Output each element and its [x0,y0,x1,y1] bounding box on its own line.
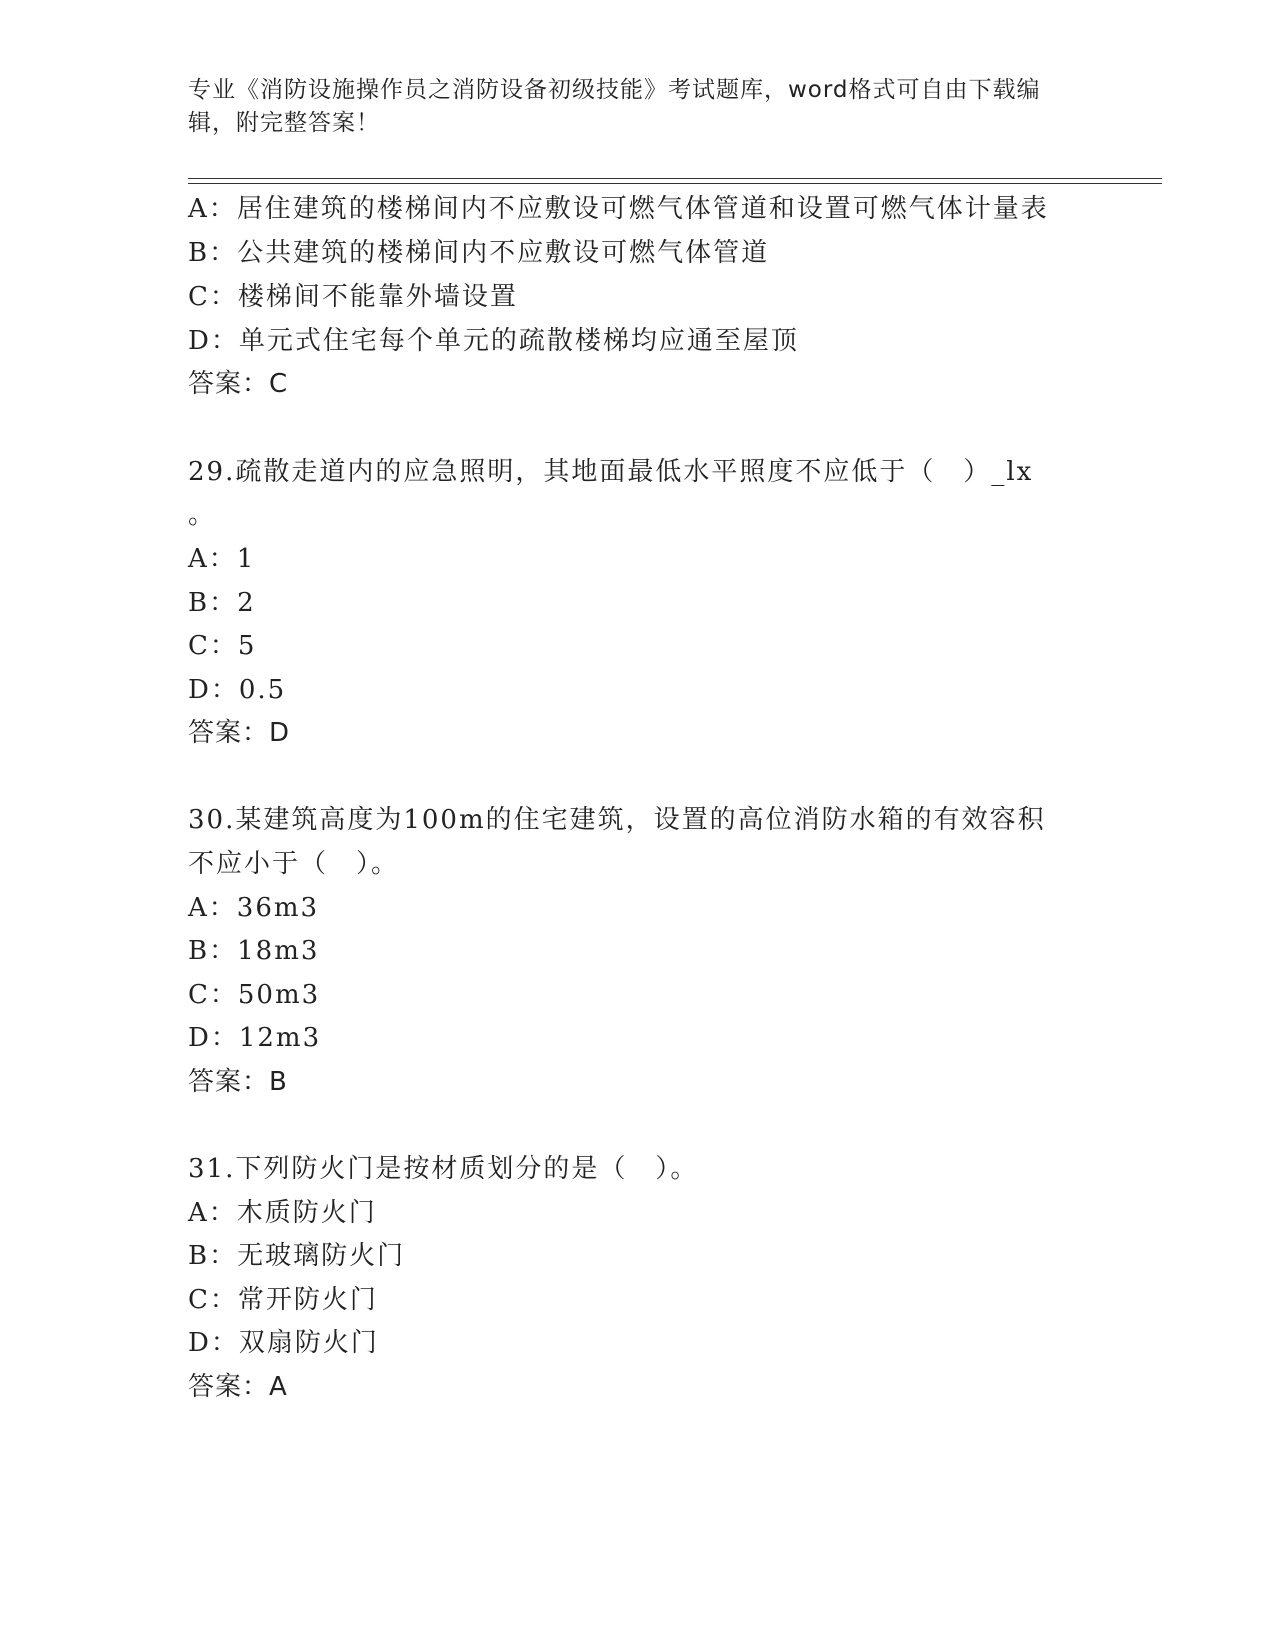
q29-option-d: D：0.5 [188,675,287,705]
q31-option-b: B：无玻璃防火门 [188,1241,406,1271]
header-line-2: 辑，附完整答案！ [188,110,380,136]
q29-answer: 答案：D [188,718,291,748]
q28-option-c: C：楼梯间不能靠外墙设置 [188,282,518,312]
header-rule-top [188,178,1162,179]
q28-option-d: D：单元式住宅每个单元的疏散楼梯均应通至屋顶 [188,326,799,356]
q30-option-d: D：12m3 [188,1023,322,1053]
q30-stem-line-1: 30.某建筑高度为100m的住宅建筑，设置的高位消防水箱的有效容积 [188,805,1046,835]
q30-option-b: B：18m3 [188,936,320,966]
q30-answer: 答案：B [188,1067,288,1097]
q30-option-a: A：36m3 [188,893,320,923]
q28-option-b: B：公共建筑的楼梯间内不应敷设可燃气体管道 [188,238,770,268]
q29-option-b: B：2 [188,588,256,618]
q31-stem-line-1: 31.下列防火门是按材质划分的是（ ）。 [188,1154,699,1184]
q31-option-d: D：双扇防火门 [188,1328,379,1358]
q30-option-c: C：50m3 [188,980,321,1010]
document-header [188,74,1068,140]
q31-option-c: C：常开防火门 [188,1285,378,1315]
q30-stem-line-2: 不应小于（ ）。 [188,849,400,879]
q29-stem-line-1: 29.疏散走道内的应急照明，其地面最低水平照度不应低于（ ）_lx [188,457,1034,487]
q28-option-a: A：居住建筑的楼梯间内不应敷设可燃气体管道和设置可燃气体计量表 [188,194,1049,224]
header-rule-bottom [188,183,1162,184]
q31-option-a: A：木质防火门 [188,1198,377,1228]
q29-stem-line-2: 。 [188,500,217,530]
q28-answer: 答案：C [188,369,289,399]
header-line-1: 专业《消防设施操作员之消防设备初级技能》考试题库，word格式可自由下载编 [188,77,1041,103]
q31-answer: 答案：A [188,1372,288,1402]
q29-option-c: C：5 [188,631,257,661]
q29-option-a: A：1 [188,544,256,574]
